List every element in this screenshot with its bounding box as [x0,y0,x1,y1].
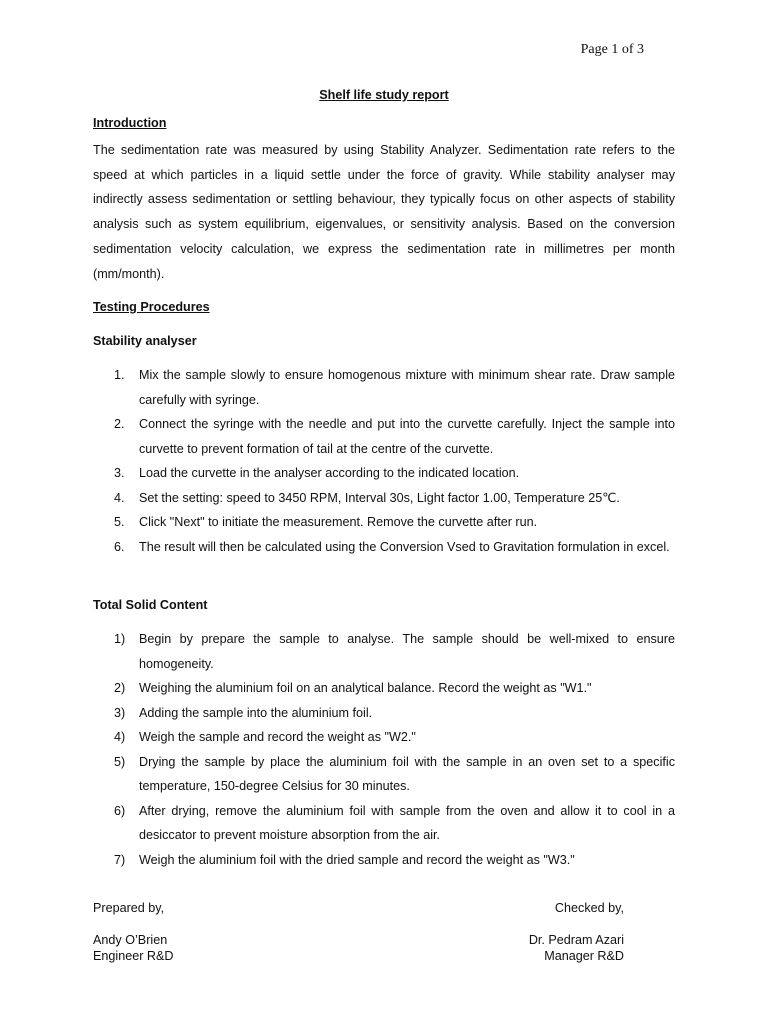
list-item-text: After drying, remove the aluminium foil with sample from the oven and allow it to cool in a desiccator to prevent moisture absorption from the air. [139,803,675,842]
list-item [93,412,675,461]
list-item-text: Drying the sample by place the aluminium foil with the sample in an oven set to a specific temperature, 150-degree Celsius for 30 minutes. [139,754,675,793]
list-item [93,461,675,486]
introduction-heading: Introduction [93,116,167,130]
list-item-number: 1) [114,632,126,646]
list-item [93,486,675,511]
list-item-text: Weigh the aluminium foil with the dried sample and record the weight as "W3." [139,852,575,867]
list-item-text: Load the curvette in the analyser according to the indicated location. [139,466,520,480]
stability-analyser-heading: Stability analyser [93,334,197,348]
list-item-text: Click "Next" to initiate the measurement. Remove the curvette after run. [139,515,538,529]
list-item-number: 5. [114,515,125,529]
list-item-number: 2) [114,681,126,695]
list-item-number: 4) [114,730,126,744]
list-item-number: 6. [114,539,125,554]
list-item-text: Adding the sample into the aluminium foil. [139,705,373,720]
list-item [93,676,675,701]
list-item-text: Weighing the aluminium foil on an analytical balance. Record the weight as "W1." [139,681,592,695]
checked-by-label: Checked by, [554,901,624,915]
total-solid-content-list [93,627,675,872]
list-item-text: Mix the sample slowly to ensure homogenous mixture with minimum shear rate. Draw sample carefully with syringe. [139,368,675,407]
list-item [93,701,675,726]
list-item-text: Weigh the sample and record the weight as "W2." [139,730,416,744]
total-solid-content-heading: Total Solid Content [93,598,208,612]
testing-procedures-heading: Testing Procedures [93,300,210,314]
preparer-role: Engineer R&D [93,949,174,963]
list-item [93,535,675,560]
list-item-text: Connect the syringe with the needle and put into the curvette carefully. Inject the sample into curvette to prevent formation of tail at the centre of the curvette. [139,417,675,456]
list-item-number: 4. [114,490,125,505]
list-item-number: 7) [114,852,126,867]
list-item [93,848,675,873]
list-item-number: 1. [114,368,125,382]
stability-analyser-list [93,363,675,559]
report-title: Shelf life study report [319,88,449,102]
list-item [93,725,675,750]
introduction-paragraph: The sedimentation rate was measured by using Stability Analyzer. Sedimentation rate refers to the speed at which particles in a liquid settle under the force of gravity. While stability analyser may indirectly assess sedimentation or settling behaviour, they typically focus on other aspects of stability analysis such as system equilibrium, eigenvalues, or sensitivity analysis. Based on the conversion sedimentation velocity calculation, we express the sedimentation rate in millimetres per month (mm/month). [93,143,675,281]
list-item-number: 5) [114,754,126,769]
list-item [93,799,675,848]
prepared-by-label: Prepared by, [93,901,165,915]
checker-name: Dr. Pedram Azari [528,933,624,947]
list-item-text: The result will then be calculated using the Conversion Vsed to Gravitation formulation in excel. [139,539,670,554]
list-item-number: 2. [114,417,125,431]
list-item-number: 3) [114,705,126,720]
list-item-text: Begin by prepare the sample to analyse. The sample should be well-mixed to ensure homogeneity. [139,632,675,671]
page-number: Page 1 of 3 [580,42,644,57]
list-item [93,627,675,676]
list-item [93,750,675,799]
checker-role: Manager R&D [544,949,624,963]
list-item-number: 6) [114,803,126,818]
list-item-number: 3. [114,466,125,480]
list-item [93,363,675,412]
list-item [93,510,675,535]
list-item-text: Set the setting: speed to 3450 RPM, Interval 30s, Light factor 1.00, Temperature 25℃. [139,490,620,505]
preparer-name: Andy O’Brien [93,933,168,947]
